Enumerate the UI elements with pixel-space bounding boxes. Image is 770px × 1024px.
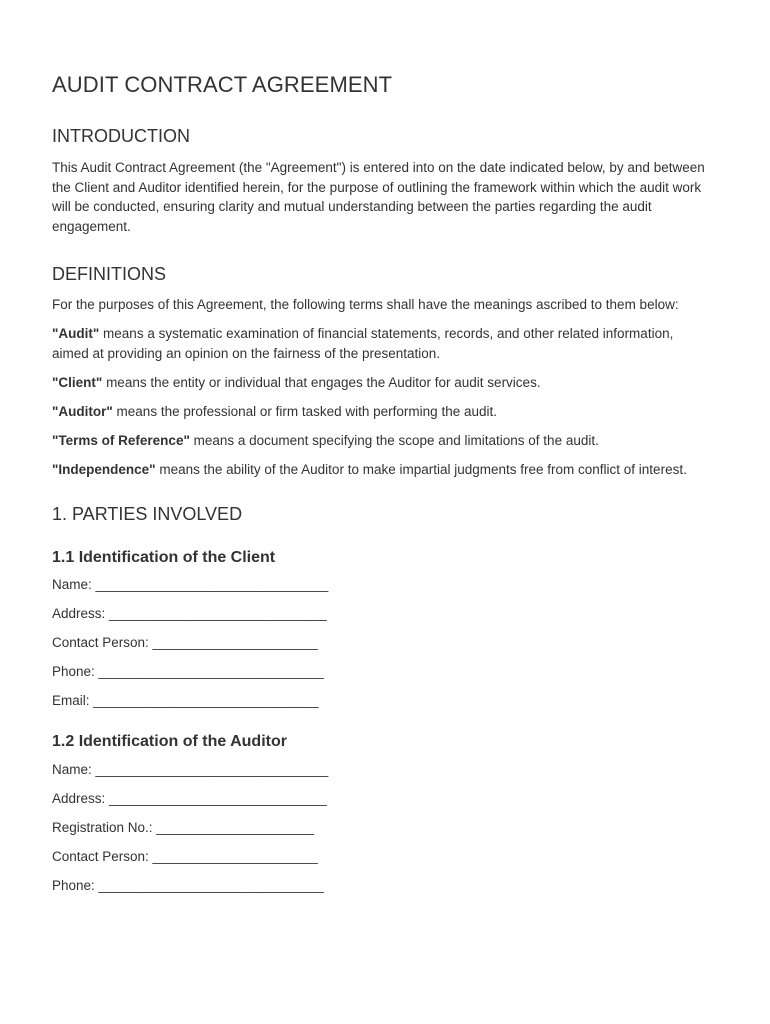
definition-meaning: means a document specifying the scope and limitations of the audit.: [189, 433, 599, 449]
auditor-phone-field[interactable]: Phone: ______________________________: [52, 877, 324, 893]
document-title: AUDIT CONTRACT AGREEMENT: [52, 72, 393, 97]
definitions-intro: For the purposes of this Agreement, the following terms shall have the meanings ascribed to them below:: [52, 297, 679, 313]
parties-heading: 1. PARTIES INVOLVED: [52, 503, 243, 524]
document-page: [52, 70, 712, 905]
auditor-name-field[interactable]: Name: _______________________________: [52, 761, 329, 777]
definition-meaning: means the entity or individual that engages the Auditor for audit services.: [102, 374, 541, 390]
client-address-field[interactable]: Address: _____________________________: [52, 605, 327, 621]
client-name-field[interactable]: Name: _______________________________: [52, 576, 329, 592]
definition-independence: [52, 460, 712, 480]
definition-meaning: means the ability of the Auditor to make impartial judgments free from conflict of interest.: [155, 462, 687, 478]
definition-terms-of-reference: [52, 431, 712, 451]
definition-term: "Independence": [52, 462, 156, 478]
introduction-heading: INTRODUCTION: [52, 126, 190, 146]
auditor-registration-field[interactable]: Registration No.: _____________________: [52, 819, 314, 835]
auditor-fields: [52, 760, 712, 895]
introduction-text: This Audit Contract Agreement (the "Agreement") is entered into on the date indicated below, by and between the Client and Auditor identified herein, for the purpose of outlining the framework within which the audit work will be conducted, ensuring clarity and mutual understanding between the parties regarding the audit engagement.: [52, 160, 705, 234]
client-fields: [52, 575, 712, 710]
definition-audit: [52, 324, 712, 363]
definition-term: "Client": [52, 374, 103, 390]
definition-meaning: means a systematic examination of financial statements, records, and other related information, aimed at providing an opinion on the fairness of the presentation.: [52, 325, 674, 361]
auditor-identification-heading: 1.2 Identification of the Auditor: [52, 732, 287, 750]
definition-auditor: [52, 402, 712, 422]
definition-meaning: means the professional or firm tasked with performing the audit.: [112, 403, 497, 419]
client-phone-field[interactable]: Phone: ______________________________: [52, 663, 324, 679]
client-contact-person-field[interactable]: Contact Person: ______________________: [52, 634, 318, 650]
definition-term: "Terms of Reference": [52, 433, 190, 449]
client-identification-heading: 1.1 Identification of the Client: [52, 548, 276, 566]
definitions-heading: DEFINITIONS: [52, 264, 167, 285]
definition-term: "Auditor": [52, 403, 113, 419]
client-email-field[interactable]: Email: ______________________________: [52, 692, 319, 708]
auditor-contact-person-field[interactable]: Contact Person: ______________________: [52, 848, 318, 864]
definition-client: [52, 373, 712, 393]
auditor-address-field[interactable]: Address: _____________________________: [52, 790, 327, 806]
definition-term: "Audit": [52, 325, 100, 341]
